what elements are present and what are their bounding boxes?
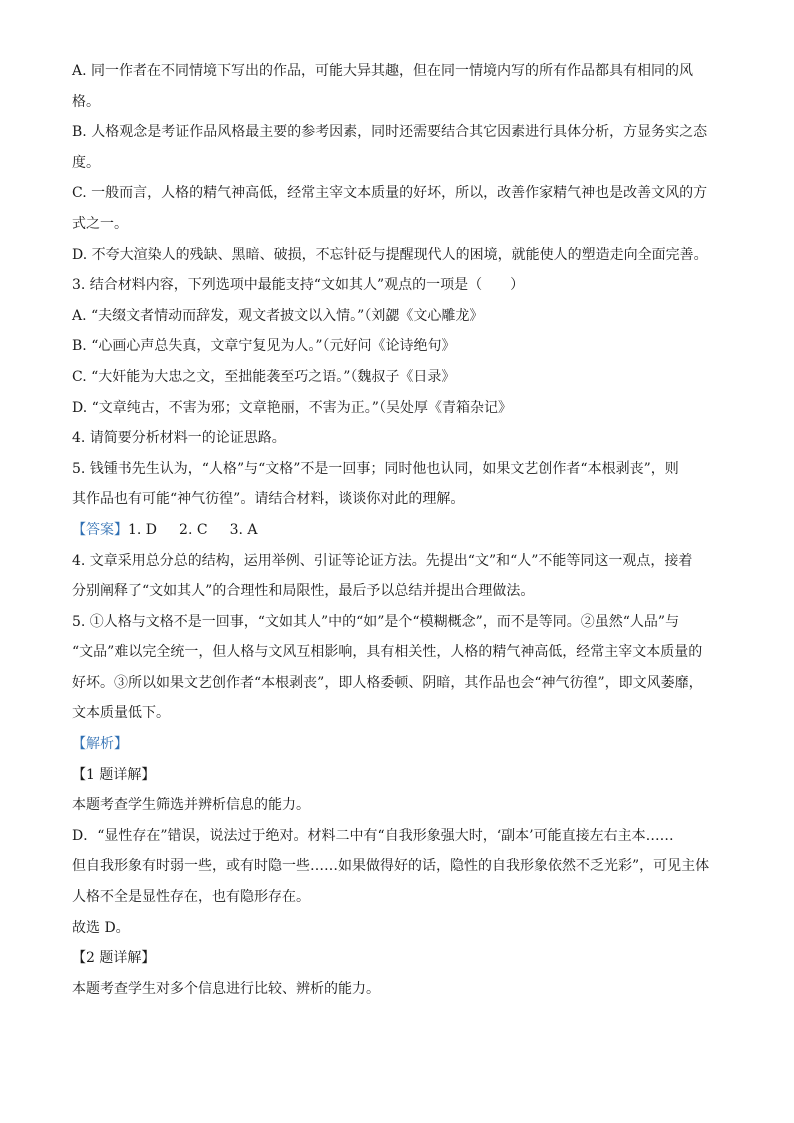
question-5-line2: 其作品也有可能“神气彷徨”。请结合材料，谈谈你对此的理解。 — [72, 491, 465, 508]
detail-1-text: 本题考查学生筛选并辨析信息的能力。 — [72, 797, 310, 814]
question-3-option-b: B. “心画心声总失真，文章宁复见为人。”（元好问《论诗绝句》 — [72, 338, 456, 355]
document-page — [72, 62, 722, 1010]
question-3-option-a: A. “夫缀文者情动而辞发，观文者披文以入情。”（刘勰《文心雕龙》 — [72, 307, 484, 324]
question-4: 4. 请简要分析材料一的论证思路。 — [72, 430, 286, 447]
answer-5-line2: “文品”难以完全统一，但人格与文风互相影响，具有相关性，人格的精气神高低，经常主宰文本质量的 — [72, 644, 703, 661]
detail-2-text: 本题考查学生对多个信息进行比较、辨析的能力。 — [72, 980, 380, 997]
question-3-option-c: C. “大奸能为大忠之文，至拙能袭至巧之语。”（魏叔子《日录》 — [72, 368, 456, 385]
answer-5-line4: 文本质量低下。 — [72, 705, 170, 722]
answer-5-line3: 好坏。③所以如果文艺创作者“本根剥丧”，即人格委顿、阴暗，其作品也会“神气彷徨”，即文风萎靡， — [72, 674, 703, 691]
answer-label: 【答案】 — [72, 521, 128, 538]
question-5-line1: 5. 钱锺书先生认为，“人格”与“文格”不是一回事；同时他也认同，如果文艺创作者“本根剥丧”，则 — [72, 460, 679, 477]
detail-1-conclusion: 故选 D。 — [72, 919, 130, 936]
analysis-label: 【解析】 — [72, 736, 128, 753]
answer-4-line2: 分别阐释了“文如其人”的合理性和局限性，最后予以总结并提出合理做法。 — [72, 583, 535, 600]
option-2a-line1: A. 同一作者在不同情境下写出的作品，可能大异其趣，但在同一情境内写的所有作品都具有相同的风 — [72, 63, 694, 79]
detail-1-explanation-line3: 人格不全是显性存在，也有隐形存在。 — [72, 889, 310, 906]
answer-1: 1. D — [128, 521, 158, 538]
answer-row — [72, 521, 722, 539]
question-3-option-d: D. “文章纯古，不害为邪；文章艳丽，不害为正。”（吴处厚《青箱杂记》 — [72, 399, 512, 416]
question-3-stem: 3. 结合材料内容，下列选项中最能支持“文如其人”观点的一项是（ ） — [72, 277, 525, 294]
answer-5-line1: 5. ①人格与文格不是一回事，“文如其人”中的“如”是个“模糊概念”，而不是等同。②虽然“人品”与 — [72, 613, 680, 630]
option-2b-line1: B. 人格观念是考证作品风格最主要的参考因素，同时还需要结合其它因素进行具体分析，方显务实之态 — [72, 124, 708, 141]
option-2c-line1: C. 一般而言，人格的精气神高低，经常主宰文本质量的好坏，所以，改善作家精气神也是改善文风的方 — [72, 185, 708, 202]
answer-3: 3. A — [229, 521, 258, 538]
detail-1-explanation-line1: D．“显性存在”错误，说法过于绝对。材料二中有“自我形象强大时，‘副本’可能直接左右主本…… — [72, 827, 674, 844]
detail-2-heading: 【2 题详解】 — [72, 950, 156, 967]
option-2c-line2: 式之一。 — [72, 215, 128, 232]
answer-2: 2. C — [179, 521, 208, 538]
option-2d-line1: D. 不夸大渲染人的残缺、黑暗、破损，不忘针砭与提醒现代人的困境，就能使人的塑造走向全面完善。 — [72, 246, 708, 263]
option-2b-line2: 度。 — [72, 154, 100, 171]
detail-1-heading: 【1 题详解】 — [72, 766, 156, 783]
detail-1-explanation-line2: 但自我形象有时弱一些，或有时隐一些……如果做得好的话，隐性的自我形象依然不乏光彩”，可见主体 — [72, 858, 710, 875]
answer-4-line1: 4. 文章采用总分总的结构，运用举例、引证等论证方法。先提出“文”和“人”不能等同这一观点，接着 — [72, 552, 693, 569]
option-2a-line2: 格。 — [72, 93, 100, 110]
